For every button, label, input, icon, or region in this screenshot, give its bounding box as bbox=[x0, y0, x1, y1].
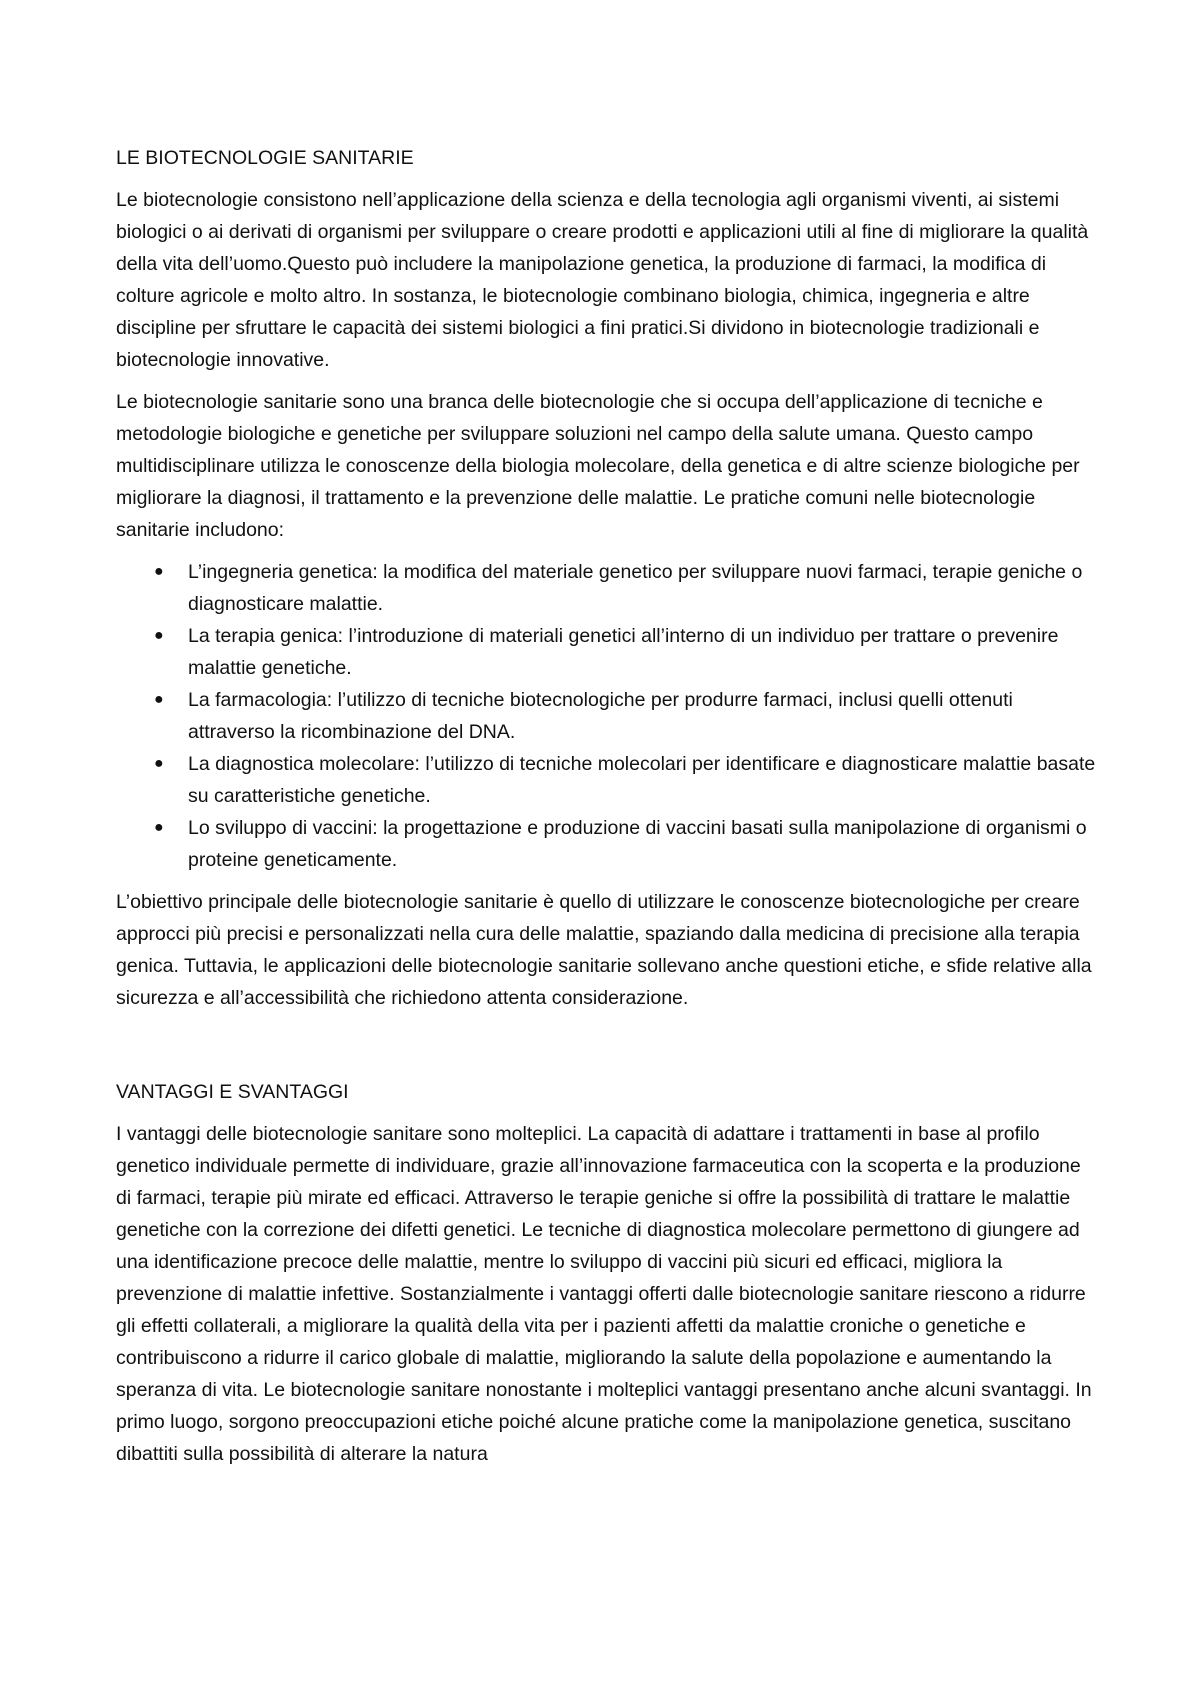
bullet-icon: ● bbox=[154, 755, 164, 772]
bullet-icon: ● bbox=[154, 691, 164, 708]
section-title-vantaggi-svantaggi: VANTAGGI E SVANTAGGI bbox=[116, 1081, 349, 1103]
list-item-text: La terapia genica: l’introduzione di materiali genetici all’interno di un individuo per trattare o prevenire malattie genetiche. bbox=[188, 625, 1059, 679]
list-item bbox=[116, 684, 1096, 748]
bullet-icon: ● bbox=[154, 819, 164, 836]
list-item-text: La farmacologia: l’utilizzo di tecniche biotecnologiche per produrre farmaci, inclusi quelli ottenuti attraverso la ricombinazione del DNA. bbox=[188, 689, 1013, 743]
practices-list bbox=[116, 556, 1096, 876]
list-item bbox=[116, 812, 1096, 876]
section-title-biotecnologie-sanitarie: LE BIOTECNOLOGIE SANITARIE bbox=[116, 147, 414, 169]
list-item-text: La diagnostica molecolare: l’utilizzo di tecniche molecolari per identificare e diagnosticare malattie basate su caratteristiche genetiche. bbox=[188, 753, 1096, 807]
bullet-icon: ● bbox=[154, 563, 164, 580]
section-spacer bbox=[116, 1024, 1096, 1076]
paragraph-definition: Le biotecnologie consistono nell’applicazione della scienza e della tecnologia agli organismi viventi, ai sistemi biologici o ai derivati di organismi per sviluppare o creare prodotti e applicazioni utili al fine di migliorare la qualità della vita dell’uomo.Questo può includere la manipolazione genetica, la produzione di farmaci, la modifica di colture agricole e molto altro. In sostanza, le biotecnologie combinano biologia, chimica, ingegneria e altre discipline per sfruttare le capacità dei sistemi biologici a fini pratici.Si dividono in biotecnologie tradizionali e biotecnologie innovative. bbox=[116, 189, 1089, 371]
bullet-icon: ● bbox=[154, 627, 164, 644]
list-item bbox=[116, 556, 1096, 620]
paragraph-health-biotech: Le biotecnologie sanitarie sono una branca delle biotecnologie che si occupa dell’applicazione di tecniche e metodologie biologiche e genetiche per sviluppare soluzioni nel campo della salute umana. Questo campo multidisciplinare utilizza le conoscenze della biologia molecolare, della genetica e di altre scienze biologiche per migliorare la diagnosi, il trattamento e la prevenzione delle malattie. Le pratiche comuni nelle biotecnologie sanitarie includono: bbox=[116, 391, 1080, 541]
list-item bbox=[116, 748, 1096, 812]
list-item-text: Lo sviluppo di vaccini: la progettazione e produzione di vaccini basati sulla manipolazione di organismi o proteine geneticamente. bbox=[188, 817, 1087, 871]
paragraph-objective: L’obiettivo principale delle biotecnologie sanitarie è quello di utilizzare le conoscenze biotecnologiche per creare approcci più precisi e personalizzati nella cura delle malattie, spaziando dalla medicina di precisione alla terapia genica. Tuttavia, le applicazioni delle biotecnologie sanitarie sollevano anche questioni etiche, e sfide relative alla sicurezza e all’accessibilità che richiedono attenta considerazione. bbox=[116, 891, 1092, 1009]
list-item bbox=[116, 620, 1096, 684]
list-item-text: L’ingegneria genetica: la modifica del materiale genetico per sviluppare nuovi farmaci, terapie geniche o diagnosticare malattie. bbox=[188, 561, 1083, 615]
document-page bbox=[116, 142, 1096, 1480]
paragraph-advantages: I vantaggi delle biotecnologie sanitare sono molteplici. La capacità di adattare i trattamenti in base al profilo genetico individuale permette di individuare, grazie all’innovazione farmaceutica con la scoperta e la produzione di farmaci, terapie più mirate ed efficaci. Attraverso le terapie geniche si offre la possibilità di trattare le malattie genetiche con la correzione dei difetti genetici. Le tecniche di diagnostica molecolare permettono di giungere ad una identificazione precoce delle malattie, mentre lo sviluppo di vaccini più sicuri ed efficaci, migliora la prevenzione di malattie infettive. Sostanzialmente i vantaggi offerti dalle biotecnologie sanitare riescono a ridurre gli effetti collaterali, a migliorare la qualità della vita per i pazienti affetti da malattie croniche o genetiche e contribuiscono a ridurre il carico globale di malattie, migliorando la salute della popolazione e aumentando la speranza di vita. Le biotecnologie sanitare nonostante i molteplici vantaggi presentano anche alcuni svantaggi. In primo luogo, sorgono preoccupazioni etiche poiché alcune pratiche come la manipolazione genetica, suscitano dibattiti sulla possibilità di alterare la natura bbox=[116, 1123, 1092, 1465]
